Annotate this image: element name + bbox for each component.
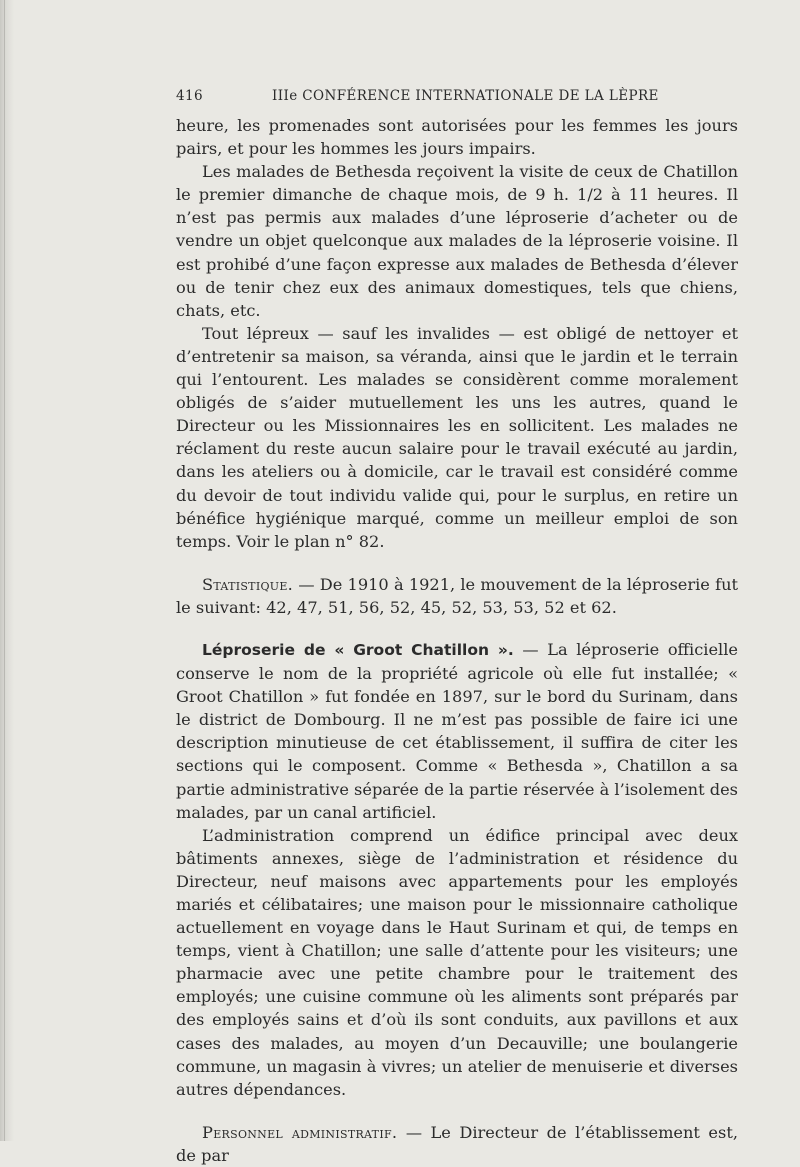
running-header (176, 88, 738, 114)
personnel-text: — Le Directeur de l’établissement est, de par (176, 1122, 738, 1165)
running-title: IIIe CONFÉRENCE INTERNATIONALE DE LA LÈPRE (272, 88, 659, 104)
paragraph-groot-chatillon (176, 638, 738, 824)
statistique-text: — De 1910 à 1921, le mouvement de la léproserie fut le suivant: 42, 47, 51, 56, 52, 45, 52, 53, 53, 52 et 62. (176, 574, 738, 617)
paragraph-promenades: heure, les promenades sont autorisées pour les femmes les jours pairs, et pour les hommes les jours impairs. (176, 116, 738, 159)
statistique-heading: Statistique. (202, 574, 294, 594)
groot-chatillon-text: — La léproserie officielle conserve le nom de la propriété agricole où elle fut installée; « Groot Chatillon » fut fondée en 1897, sur le bord du Surinam, dans le district de Dombourg. Il ne m’est pas possible de faire ici une description minutieuse de cet établissement, il suffira de citer les sections qui le composent. Comme « Bethesda », Chatillon a sa partie administrative séparée de la partie réservée à l’isolement des malades, par un canal artificiel. (176, 639, 738, 822)
paragraph-personnel (176, 1121, 738, 1167)
groot-chatillon-heading: Léproserie de « Groot Chatillon ». (202, 640, 514, 659)
paragraph-entretien: Tout lépreux — sauf les invalides — est obligé de nettoyer et d’entretenir sa maison, sa véranda, ainsi que le jardin et le terrain qui l’entourent. Les malades se considèrent comme moralement obligés de s’aider mutuellement les uns les autres, quand le Directeur ou les Missionnaires les en sollicitent. Les malades ne réclament du reste aucun salaire pour le travail exécuté au jardin, dans les ateliers ou à domicile, car le travail est considéré comme du devoir de tout individu valide qui, pour le surplus, en retire un bénéfice hygiénique marqué, comme un meilleur emploi de son temps. Voir le plan n° 82. (176, 323, 738, 551)
paragraph-administration: L’administration comprend un édifice principal avec deux bâtiments annexes, siège de l’administration et résidence du Directeur, neuf maisons avec appartements pour les employés mariés et célibataires; une maison pour le missionnaire catholique actuellement en voyage dans le Haut Surinam et qui, de temps en temps, vient à Chatillon; une salle d’attente pour les visiteurs; une pharmacie avec une petite chambre pour le traitement des employés; une cuisine commune où les aliments sont préparés par des employés sains et d’où ils sont conduits, aux pavillons et aux cases des malades, au moyen d’un Decauville; une boulangerie commune, un magasin à vivres; un atelier de menuiserie et diverses autres dépendances. (176, 825, 738, 1099)
page-content (176, 88, 738, 1167)
paragraph-visites: Les malades de Bethesda reçoivent la visite de ceux de Chatillon le premier dimanche de chaque mois, de 9 h. 1/2 à 11 heures. Il n’est pas permis aux malades d’une léproserie d’acheter ou de vendre un objet quelconque aux malades de la léproserie voisine. Il est prohibé d’une façon expresse aux malades de Bethesda d’élever ou de tenir chez eux des animaux domestiques, tels que chiens, chats, etc. (176, 162, 738, 320)
paragraph-statistique (176, 573, 738, 619)
page-number: 416 (176, 88, 203, 104)
binding-edge (0, 0, 14, 1141)
personnel-heading: Personnel administratif. (202, 1122, 398, 1142)
